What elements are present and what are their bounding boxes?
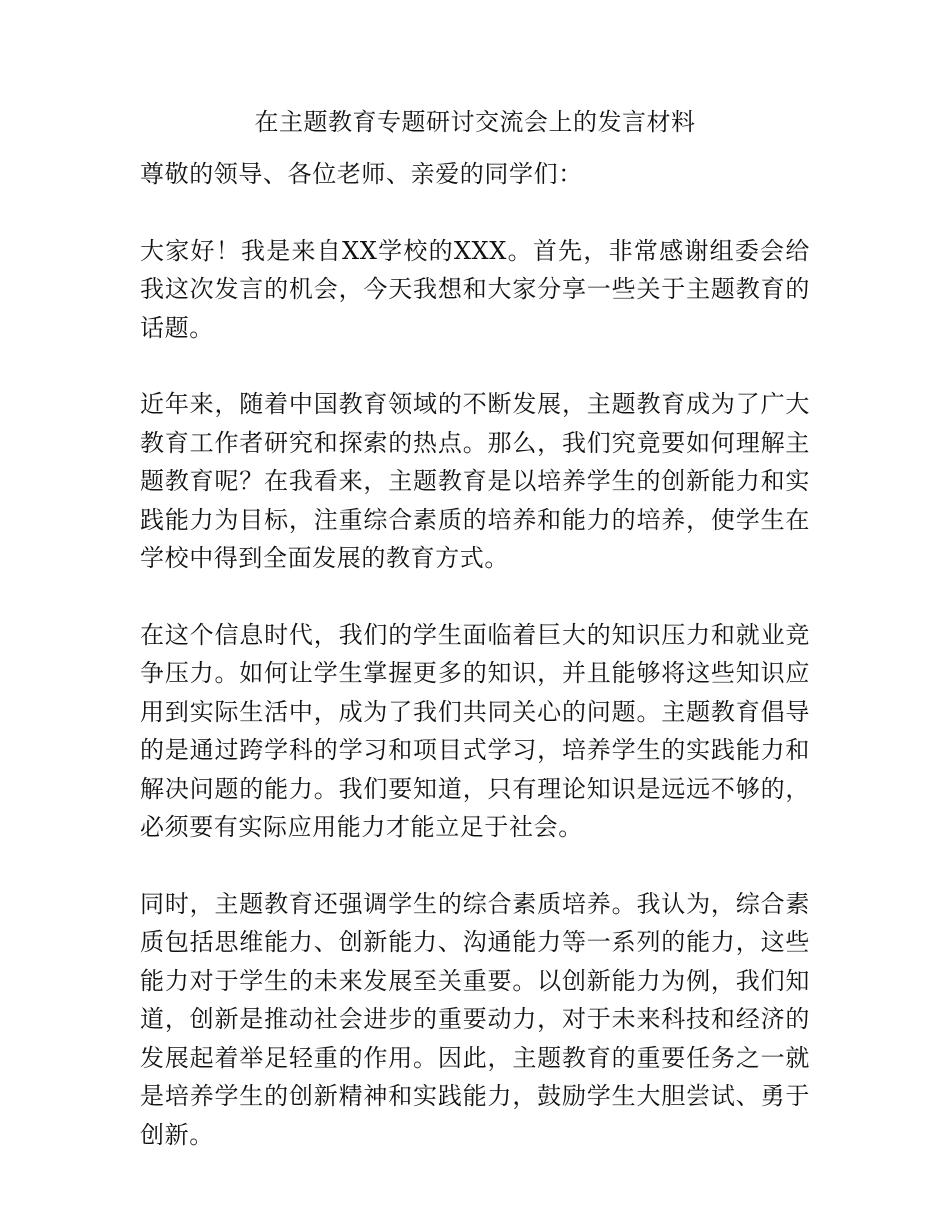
document-body: [140, 155, 810, 1192]
greeting-line: 尊敬的领导、各位老师、亲爱的同学们：: [140, 160, 583, 188]
paragraph-information-age: 在这个信息时代，我们的学生面临着巨大的知识压力和就业竞争压力。如何让学生掌握更多的知识，并且能够将这些知识应用到实际生活中，成为了我们共同关心的问题。主题教育倡导的是通过跨学科的学习和项目式学习，培养学生的实践能力和解决问题的能力。我们要知道，只有理论知识是远远不够的，必须要有实际应用能力才能立足于社会。: [140, 620, 810, 841]
paragraph-comprehensive-quality: 同时，主题教育还强调学生的综合素质培养。我认为，综合素质包括思维能力、创新能力、沟通能力等一系列的能力，这些能力对于学生的未来发展至关重要。以创新能力为例，我们知道，创新是推动社会进步的重要动力，对于未来科技和经济的发展起着举足轻重的作用。因此，主题教育的重要任务之一就是培养学生的创新精神和实践能力，鼓励学生大胆尝试、勇于创新。: [140, 889, 810, 1149]
document-title: 在主题教育专题研讨交流会上的发言材料: [254, 108, 696, 136]
paragraph-definition: 近年来，随着中国教育领域的不断发展，主题教育成为了广大教育工作者研究和探索的热点。那么，我们究竟要如何理解主题教育呢？在我看来，主题教育是以培养学生的创新能力和实践能力为目标，注重综合素质的培养和能力的培养，使学生在学校中得到全面发展的教育方式。: [140, 390, 810, 572]
paragraph-intro: 大家好！我是来自XX学校的XXX。首先，非常感谢组委会给我这次发言的机会，今天我想和大家分享一些关于主题教育的话题。: [140, 236, 810, 342]
